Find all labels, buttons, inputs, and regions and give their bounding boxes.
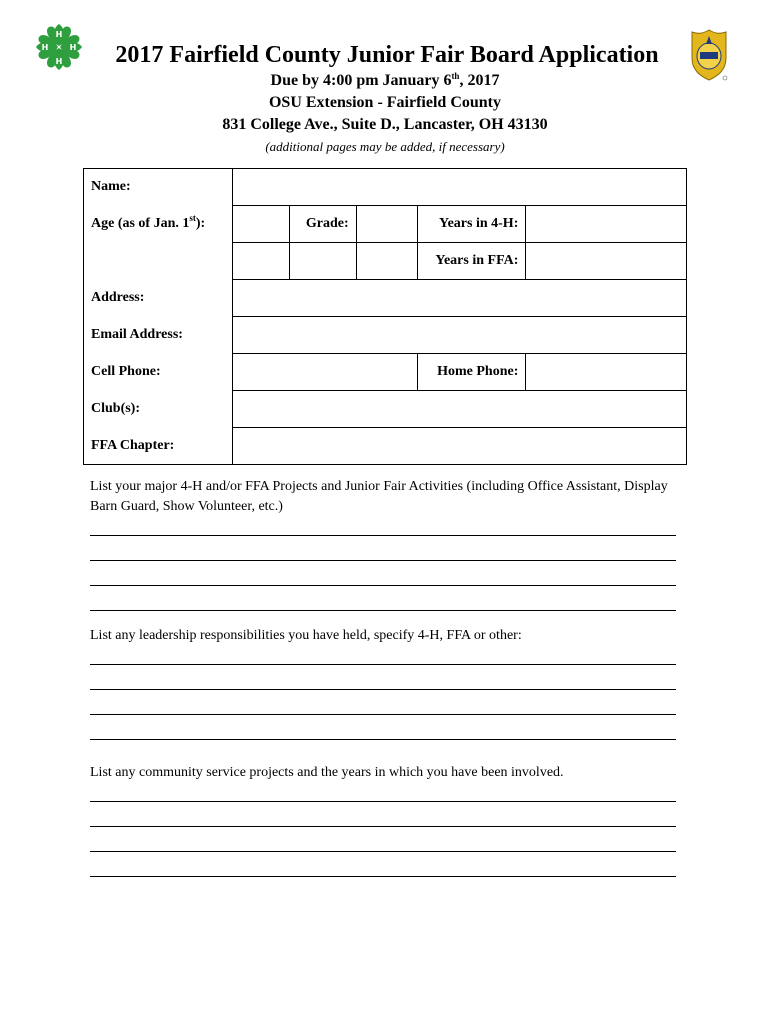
office-name: OSU Extension - Fairfield County: [268, 94, 501, 111]
projects-section: [90, 477, 680, 611]
page-title: 2017 Fairfield County Junior Fair Board Application: [115, 42, 659, 68]
years-4h-field[interactable]: [526, 206, 687, 243]
leadership-section: [90, 626, 680, 740]
answer-line[interactable]: [90, 536, 676, 561]
years-4h-label: Years in 4-H:: [417, 206, 526, 243]
additional-pages-note: (additional pages may be added, if necessary): [265, 139, 505, 154]
answer-line[interactable]: [90, 665, 676, 690]
office-address: 831 College Ave., Suite D., Lancaster, OH 43130: [222, 116, 548, 133]
cell-phone-field[interactable]: [232, 354, 417, 391]
ffa-chapter-field[interactable]: [232, 428, 686, 465]
clubs-field[interactable]: [232, 391, 686, 428]
email-field[interactable]: [232, 317, 686, 354]
community-service-section: [90, 763, 680, 877]
grade-label: Grade:: [289, 206, 356, 243]
answer-line[interactable]: [90, 517, 676, 536]
answer-line[interactable]: [90, 827, 676, 852]
answer-line[interactable]: [90, 802, 676, 827]
age-field[interactable]: [232, 206, 289, 243]
ffa-chapter-label: FFA Chapter:: [84, 428, 233, 465]
years-ffa-field[interactable]: [526, 243, 687, 280]
due-date: Due by 4:00 pm January 6th, 2017: [270, 71, 500, 89]
blank-cell: [289, 243, 356, 280]
community-question: List any community service projects and the years in which you have been involved.: [90, 765, 564, 780]
age-label: Age (as of Jan. 1st):: [84, 206, 233, 243]
svg-text:H: H: [41, 43, 49, 52]
name-label: Name:: [84, 169, 233, 206]
clubs-label: Club(s):: [84, 391, 233, 428]
answer-line[interactable]: [90, 852, 676, 877]
svg-text:H: H: [55, 57, 63, 66]
svg-text:H: H: [69, 43, 77, 52]
home-phone-label: Home Phone:: [417, 354, 526, 391]
answer-line[interactable]: [90, 646, 676, 665]
grade-field[interactable]: [356, 206, 417, 243]
home-phone-field[interactable]: [526, 354, 687, 391]
projects-question: List your major 4-H and/or FFA Projects and Junior Fair Activities (including Office Assistant, Display Barn Guard, Show Volunteer, etc.): [90, 479, 668, 514]
address-field[interactable]: [232, 280, 686, 317]
answer-line[interactable]: [90, 586, 676, 611]
applicant-info-table: [83, 168, 687, 465]
years-ffa-label: Years in FFA:: [417, 243, 526, 280]
document-header: [0, 40, 770, 156]
leadership-question: List any leadership responsibilities you have held, specify 4-H, FFA or other:: [90, 628, 522, 643]
blank-cell: [356, 243, 417, 280]
answer-line[interactable]: [90, 690, 676, 715]
answer-line[interactable]: [90, 715, 676, 740]
blank-cell: [232, 243, 289, 280]
name-field[interactable]: [232, 169, 686, 206]
answer-line[interactable]: [90, 561, 676, 586]
svg-text:H: H: [55, 30, 63, 39]
answer-line[interactable]: [90, 783, 676, 802]
address-label: Address:: [84, 280, 233, 317]
blank-cell: [84, 243, 233, 280]
cell-phone-label: Cell Phone:: [84, 354, 233, 391]
email-label: Email Address:: [84, 317, 233, 354]
